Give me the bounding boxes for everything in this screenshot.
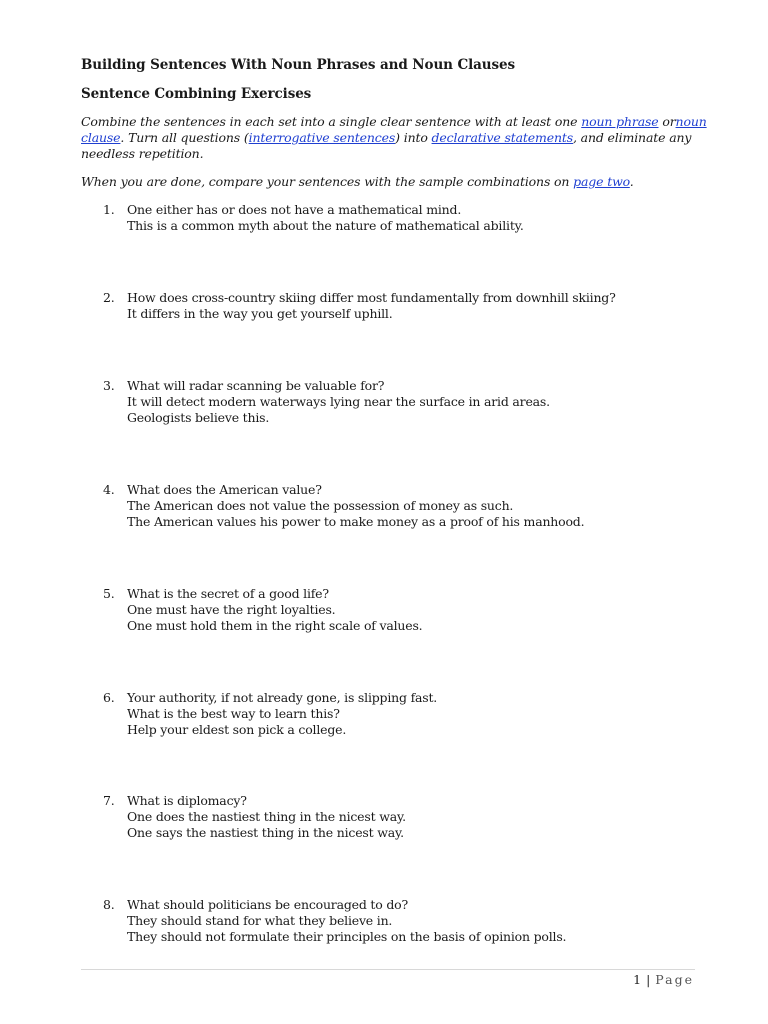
exercise-sentence: What should politicians be encouraged to do? bbox=[127, 897, 408, 912]
exercise-sentence: One must hold them in the right scale of values. bbox=[127, 618, 423, 633]
footer-separator: | bbox=[641, 972, 656, 987]
footer-page-label: Page bbox=[655, 972, 694, 987]
declarative-statements-link[interactable]: declarative statements bbox=[431, 130, 574, 145]
exercise-sentence: One either has or does not have a mathematical mind. bbox=[127, 202, 462, 217]
exercise-sentence: Geologists believe this. bbox=[127, 410, 270, 425]
interrogative-sentences-link[interactable]: interrogative sentences bbox=[248, 130, 396, 145]
exercise-sentence: One does the nastiest thing in the nicest way. bbox=[127, 809, 406, 824]
footer-page-number: 1 bbox=[633, 972, 642, 987]
instructions-text: Combine the sentences in each set into a single clear sentence with at least one bbox=[81, 114, 582, 129]
exercise-sentence: What will radar scanning be valuable for? bbox=[127, 378, 385, 393]
instructions-text: ) into bbox=[395, 130, 432, 145]
exercise-sentence: One must have the right loyalties. bbox=[127, 602, 336, 617]
exercise-number: 6. bbox=[103, 690, 115, 705]
exercise-sentence: It will detect modern waterways lying near the surface in arid areas. bbox=[127, 394, 550, 409]
exercise-number: 4. bbox=[103, 482, 115, 497]
noun-clause-link[interactable]: noun clause bbox=[81, 114, 707, 145]
instructions-paragraph bbox=[81, 114, 711, 162]
page-footer bbox=[633, 972, 694, 987]
compare-instructions bbox=[81, 174, 634, 190]
document-title: Building Sentences With Noun Phrases and Noun Clauses bbox=[81, 57, 516, 73]
exercise-number: 3. bbox=[103, 378, 115, 393]
footer-divider bbox=[81, 969, 695, 970]
exercise-sentence: Help your eldest son pick a college. bbox=[127, 722, 347, 737]
exercise-number: 8. bbox=[103, 897, 115, 912]
exercise-sentence: One says the nastiest thing in the nicest way. bbox=[127, 825, 404, 840]
instructions-text: . Turn all questions ( bbox=[120, 130, 249, 145]
exercise-number: 5. bbox=[103, 586, 115, 601]
exercise-sentence: The American values his power to make money as a proof of his manhood. bbox=[127, 514, 585, 529]
document-subtitle: Sentence Combining Exercises bbox=[81, 86, 312, 102]
exercise-sentence: It differs in the way you get yourself uphill. bbox=[127, 306, 393, 321]
instructions-text: , and eliminate any needless repetition. bbox=[81, 130, 692, 161]
compare-text: . bbox=[629, 174, 634, 189]
instructions-text: or bbox=[658, 114, 676, 129]
exercise-sentence: What does the American value? bbox=[127, 482, 322, 497]
exercise-sentence: How does cross-country skiing differ most fundamentally from downhill skiing? bbox=[127, 290, 616, 305]
compare-text: When you are done, compare your sentences with the sample combinations on bbox=[81, 174, 574, 189]
exercise-sentence: They should stand for what they believe in. bbox=[127, 913, 393, 928]
exercise-sentence: They should not formulate their principles on the basis of opinion polls. bbox=[127, 929, 567, 944]
exercise-sentence: What is diplomacy? bbox=[127, 793, 247, 808]
noun-phrase-link[interactable]: noun phrase bbox=[581, 114, 659, 129]
page-two-link[interactable]: page two bbox=[573, 174, 630, 189]
exercise-sentence: The American does not value the possession of money as such. bbox=[127, 498, 514, 513]
exercise-number: 2. bbox=[103, 290, 115, 305]
exercise-sentence: What is the best way to learn this? bbox=[127, 706, 340, 721]
exercise-sentence: What is the secret of a good life? bbox=[127, 586, 329, 601]
exercise-number: 7. bbox=[103, 793, 115, 808]
exercise-number: 1. bbox=[103, 202, 115, 217]
exercise-sentence: Your authority, if not already gone, is slipping fast. bbox=[127, 690, 438, 705]
exercise-sentence: This is a common myth about the nature of mathematical ability. bbox=[127, 218, 524, 233]
